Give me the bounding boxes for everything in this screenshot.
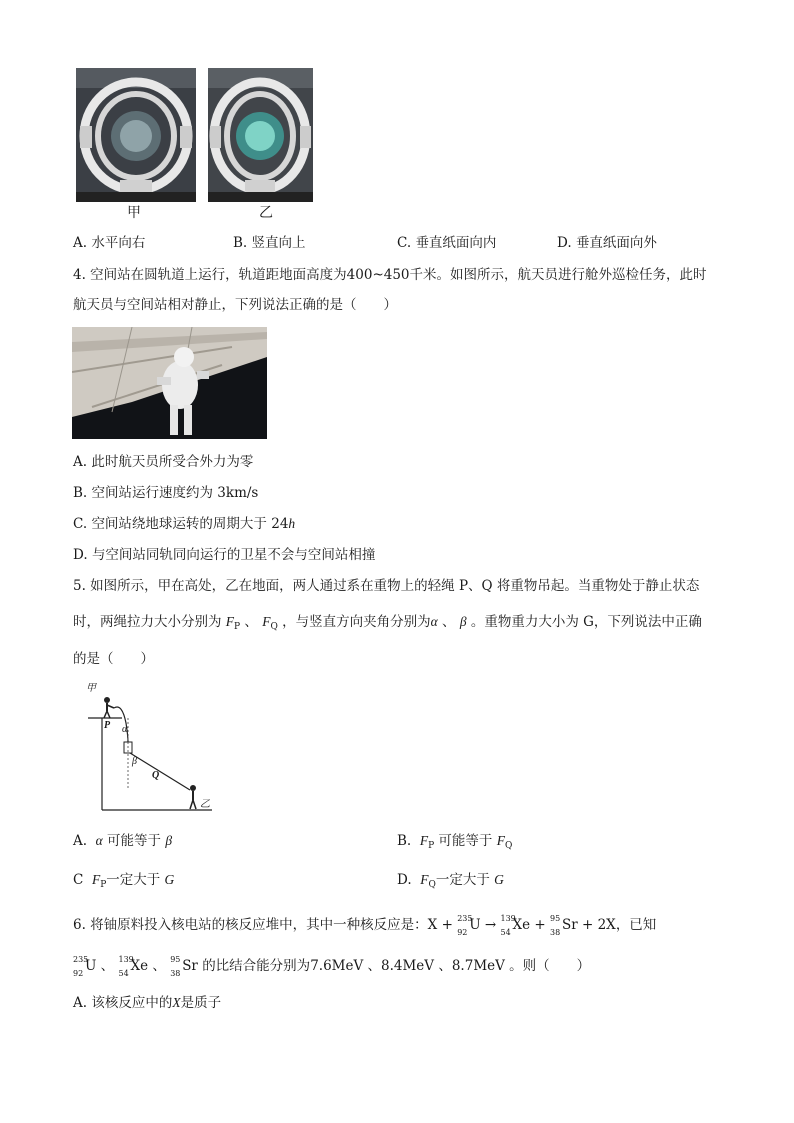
q5-stem-line2: 时，两绳拉力大小分别为 $F_P$ 、 $F_Q$ ，与竖直方向夹角分别为α 、 β 。重物重力大小为 G，下列说法中正确 <box>73 614 702 632</box>
q6-stem-line2: 235 92 U 、 139 54 Xe 、 95 38 Sr 的比结合能分别为7.6MeV 、8.4MeV 、8.7MeV 。则（ ） <box>73 955 591 978</box>
q4-option-c: C. 空间站绕地球运转的周期大于 24h <box>73 516 296 532</box>
q6-stem-line1: 6. 将铀原料投入核电站的核反应堆中，其中一种核反应是：X + 235 92 U → 139 54 Xe + 95 38 Sr + 2X，已知 <box>73 914 657 937</box>
q5-stem-line1: 5. 如图所示，甲在高处，乙在地面，两人通过系在重物上的轻绳 P、Q 将重物吊起。当重物处于静止状态 <box>73 578 700 594</box>
q5-option-d: D. $F_Q$一定大于 G <box>397 872 504 890</box>
q3-option-d: D. 垂直纸面向外 <box>557 235 657 251</box>
diagram-label-jia: 甲 <box>86 683 96 694</box>
photo-astronaut <box>72 327 267 439</box>
q5-stem-line3: 的是（ ） <box>73 651 154 667</box>
caption-jia: 甲 <box>127 205 141 221</box>
q3-option-a: A. 水平向右 <box>73 235 146 251</box>
diagram-label-yi: 乙 <box>200 799 210 810</box>
q5-rope-diagram <box>82 678 214 812</box>
caption-yi: 乙 <box>259 205 273 221</box>
q4-stem-line2: 航天员与空间站相对静止，下列说法正确的是（ ） <box>73 297 397 313</box>
q4-stem-line1: 4. 空间站在圆轨道上运行，轨道距地面高度为400~450千米。如图所示，航天员进行舱外巡检任务，此时 <box>73 267 707 283</box>
diagram-label-p: P <box>104 720 111 731</box>
photo-jia <box>76 68 196 202</box>
nuclear-equation: X + 235 92 U → 139 54 Xe + 95 38 Sr + 2X <box>427 914 616 937</box>
q5-option-b: B. $F_P$ 可能等于 $F_Q$ <box>397 833 513 851</box>
q4-option-b: B. 空间站运行速度约为 3km/s <box>73 485 259 501</box>
q3-option-b: B. 竖直向上 <box>233 235 306 251</box>
photo-yi <box>208 68 313 202</box>
q5-option-c: C $F_P$一定大于 G <box>73 872 175 890</box>
q4-option-a: A. 此时航天员所受合外力为零 <box>73 454 254 470</box>
q4-option-d: D. 与空间站同轨同向运行的卫星不会与空间站相撞 <box>73 547 376 563</box>
diagram-label-q: Q <box>152 770 160 781</box>
q3-option-c: C. 垂直纸面向内 <box>397 235 497 251</box>
q6-option-a: A. 该核反应中的X是质子 <box>73 995 222 1011</box>
diagram-label-alpha: α <box>122 724 128 735</box>
q5-option-a: A. α 可能等于 β <box>73 833 173 849</box>
diagram-label-beta: β <box>132 756 137 767</box>
